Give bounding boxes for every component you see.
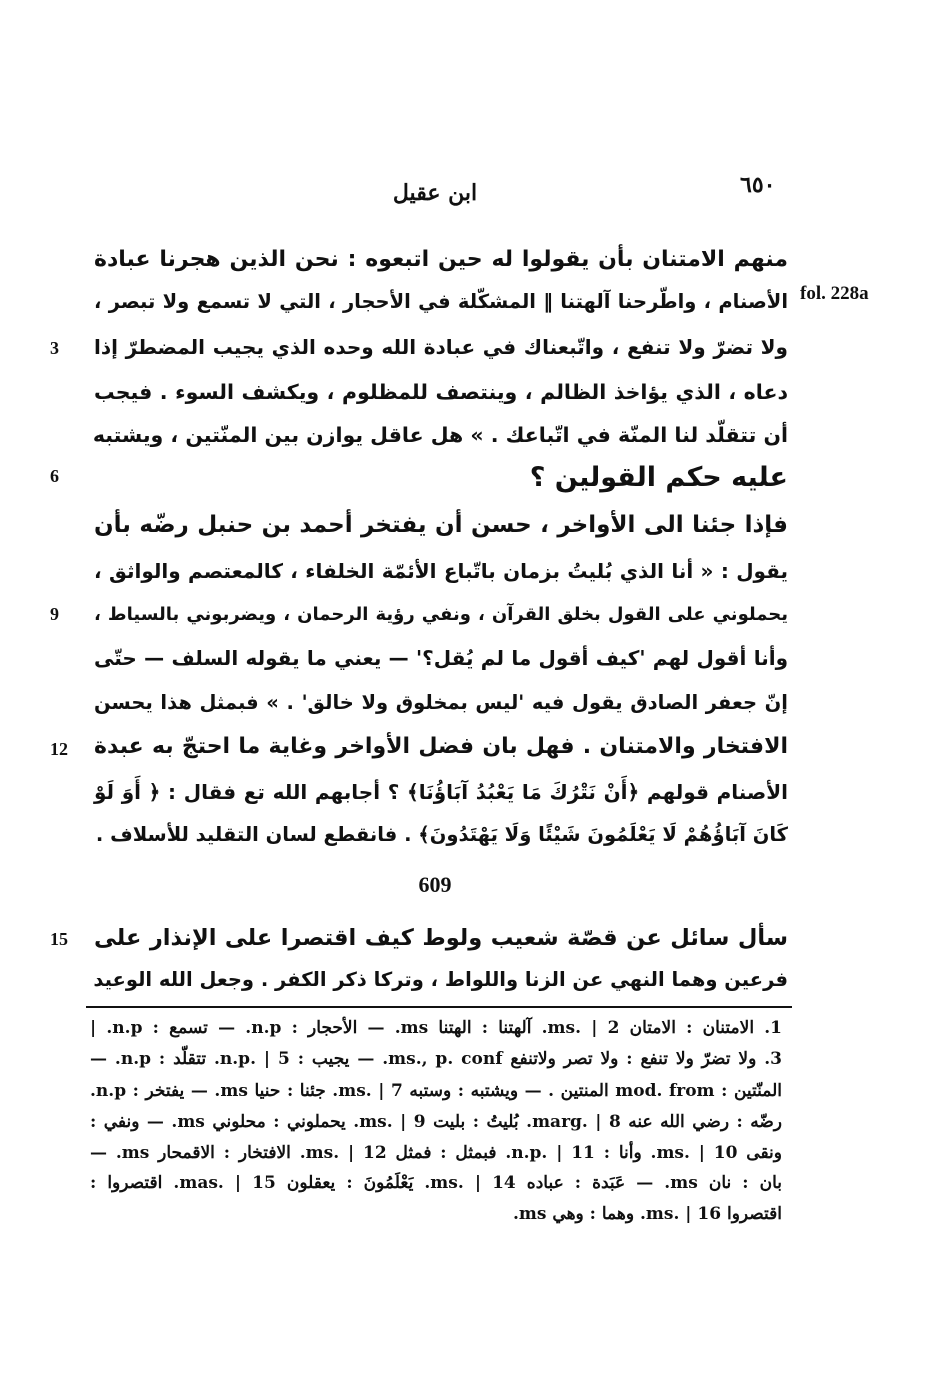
text-line: أن تتقلّد لنا المنّة في اتّباعك . » هل عاقل يوازن بين المنّتين ، ويشتبه [92,423,788,447]
folio-reference: fol. 228a [800,283,869,304]
text-line: الأصنام ، واطّرحنا آلهتنا ‖ المشكّلة في الأحجار ، التي لا تسمع ولا تبصر ، [94,290,788,313]
line-number: 6 [50,466,59,486]
text-line: منهم الامتنان بأن يقولوا له حين اتبعوه : نحن الذين هجرنا عبادة [94,247,788,272]
text-line: إنّ جعفر الصادق يقول فيه 'ليس بمخلوق ولا خالق' . » فبمثل هذا يحسن [94,691,788,714]
apparatus-line: ونقى ms. | 10. وأنا : n.p. | 11. فبمثل : فمثل ms. | 12. الافتخار : الاقمحار ms. — [90,1143,782,1163]
apparatus-line: 1. الامتنان : الامتان ms. | 2. آلهتنا : الهتنا ms. — الأحجار : n.p. — تسمع : n.p. | [90,1018,782,1038]
text-line: دعاه ، الذي يؤاخذ الظالم ، وينتصف للمظلوم ، ويكشف السوء . فيجب [94,380,788,404]
text-line: فرعين وهما النهي عن الزنا واللواط ، وتركا ذكر الكفر . وجعل الله الوعيد [93,968,788,991]
footnote-rule [86,1006,792,1008]
text-line: ولا تضرّ ولا تنفع ، واتّبعناك في عبادة الله وحده الذي يجيب المضطرّ إذا [94,335,788,359]
entry-number: 609 [418,872,452,897]
text-line: وأنا أقول لهم 'كيف أقول ما لم يُقل؟' — يعني ما يقوله السلف — حتّى [94,646,788,670]
line-number: 12 [50,739,68,759]
text-line: كَانَ آبَاؤُهُمْ لَا يَعْلَمُونَ شَيْئًا وَلَا يَهْتَدُونَ﴾ . فانقطع لسان التقليد للأسلاف . [95,823,788,846]
running-head: ابن عقيل [392,180,478,206]
text-line: يحملوني على القول بخلق القرآن ، ونفي رؤية الرحمان ، ويضربوني بالسياط ، [94,604,788,625]
text-line: عليه حكم القولين ؟ [529,462,788,493]
apparatus-line: بان : نان ms. — عَبَدة : عباده ms. | 14. يَعْلَمُونَ : يعقلون mas. | 15. اقتصروا : [90,1173,783,1193]
line-number: 15 [50,929,68,949]
line-number: 9 [50,604,59,624]
apparatus-line: 3. ولا تضرّ ولا تنفع : ولا تصر ولاتنفع ms., p. conf. — يجيب : n.p. | 5. تتقلّد : n.p. — [90,1049,782,1069]
text-line: الافتخار والامتنان . فهل بان فضل الأواخر وغاية ما احتجّ به عبدة [94,734,788,759]
text-line: الأصنام قولهم ﴿أَنْ نَتْرُكَ مَا يَعْبُدُ آبَاؤُنَا﴾ ؟ أجابهم الله تع فقال : ﴿ أَوَ لَوْ [94,780,788,804]
text-line: يقول : « أنا الذي بُليتُ بزمان باتّباع الأئمّة الخلفاء ، كالمعتصم والواثق ، [94,559,788,583]
apparatus-line: اقتصروا ms. | 16. وهما : وهي ms. [513,1204,782,1224]
text-line: سأل سائل عن قصّة شعيب ولوط كيف اقتصرا على الإنذار على [94,925,788,951]
apparatus-line: رضّه : رضي الله عنه marg. | 8. بُليتُ : بليت ms. | 9. يحملوني : محلوني ms. — ونفي : [90,1112,783,1132]
page-number: ٦٥٠ [740,172,776,198]
line-number: 3 [50,338,59,358]
apparatus-line: المنّتين : mod. from المنتين . — ويشتبه : وستبه ms. | 7. جئنا : حنيا ms. — يفتخر : n.p. [90,1081,783,1101]
text-line: فإذا جئنا الى الأواخر ، حسن أن يفتخر أحمد بن حنبل رضّه بأن [94,512,788,538]
